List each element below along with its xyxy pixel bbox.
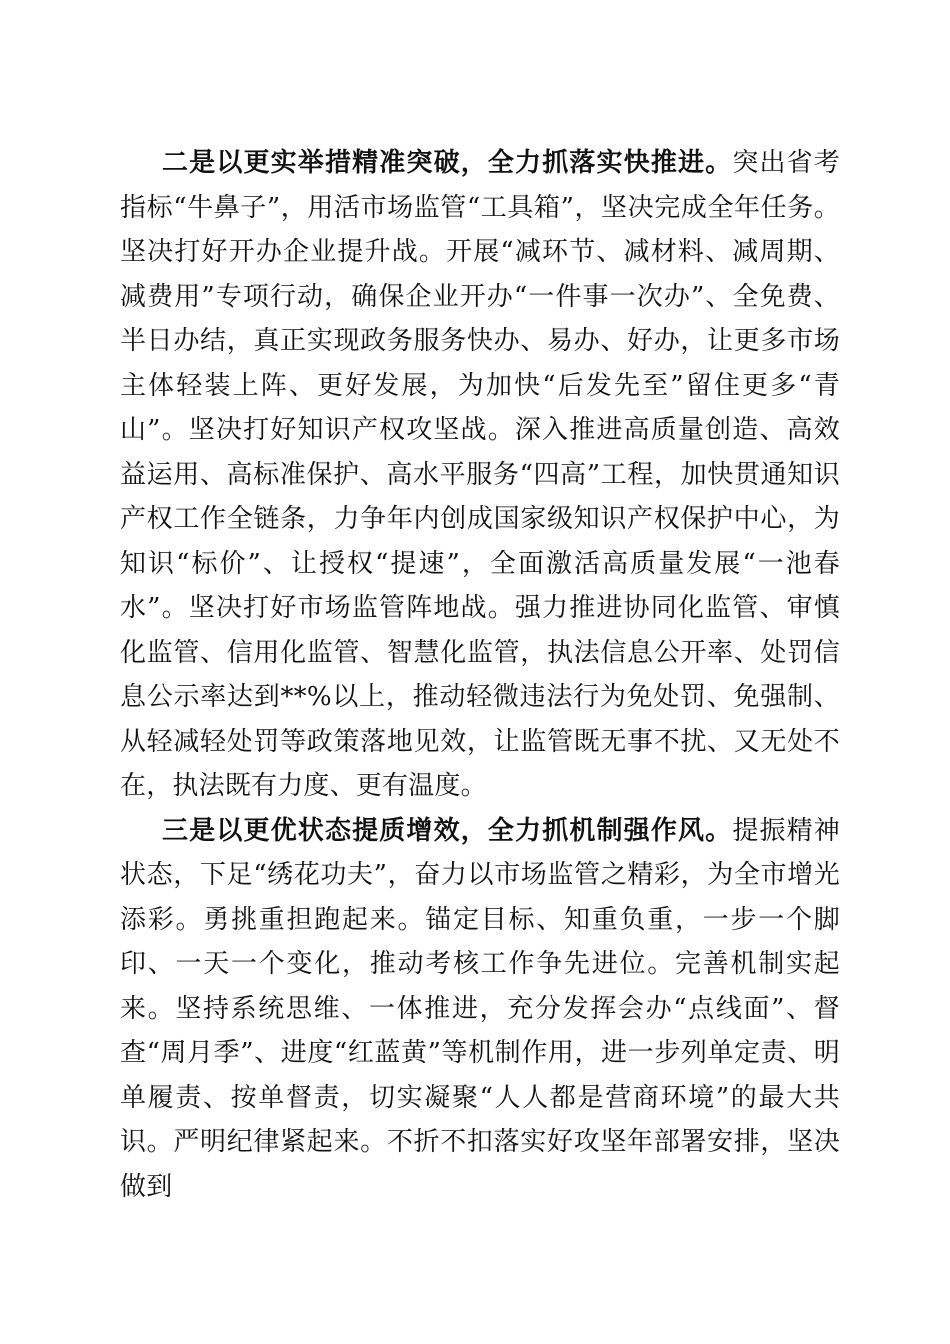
paragraph-2-text: 突出省考指标“牛鼻子”，用活市场监管“工具箱”，坚决完成全年任务。坚决打好开办企业提升战。开展“减环节、减材料、减周期、减费用”专项行动，确保企业开办“一件事一次办”、全免费、半日办结，真正实现政务服务快办、易办、好办，让更多市场主体轻装上阵、更好发展，为加快“后发先至”留住更多“青山”。坚决打好知识产权攻坚战。深入推进高质量创造、高效益运用、高标准保护、高水平服务“四高”工程，加快贯通知识产权工作全链条，力争年内创成国家级知识产权保护中心，为知识“标价”、让授权“提速”，全面激活高质量发展“一池春水”。坚决打好市场监管阵地战。强力推进协同化监管、审慎化监管、信用化监管、智慧化监管，执法信息公开率、处罚信息公示率达到**%以上，推动轻微违法行为免处罚、免强制、从轻减轻处罚等政策落地见效，让监管既无事不扰、又无处不在，执法既有力度、更有温度。 — [120, 148, 840, 801]
paragraph-3 — [120, 809, 840, 1210]
paragraph-3-heading: 三是以更优状态提质增效，全力抓机制强作风。 — [162, 815, 733, 846]
paragraph-2 — [120, 141, 840, 809]
paragraph-2-heading: 二是以更实举措精准突破，全力抓落实快推进。 — [162, 148, 733, 178]
paragraph-3-text: 提振精神状态，下足“绣花功夫”，奋力以市场监管之精彩，为全市增光添彩。勇挑重担跑起来。锚定目标、知重负重，一步一个脚印、一天一个变化，推动考核工作争先进位。完善机制实起来。坚持系统思维、一体推进，充分发挥会办“点线面”、督查“周月季”、进度“红蓝黄”等机制作用，进一步列单定责、明单履责、按单督责，切实凝聚“人人都是营商环境”的最大共识。严明纪律紧起来。不折不扣落实好攻坚年部署安排，坚决做到 — [120, 815, 840, 1202]
document-body — [120, 141, 840, 1209]
